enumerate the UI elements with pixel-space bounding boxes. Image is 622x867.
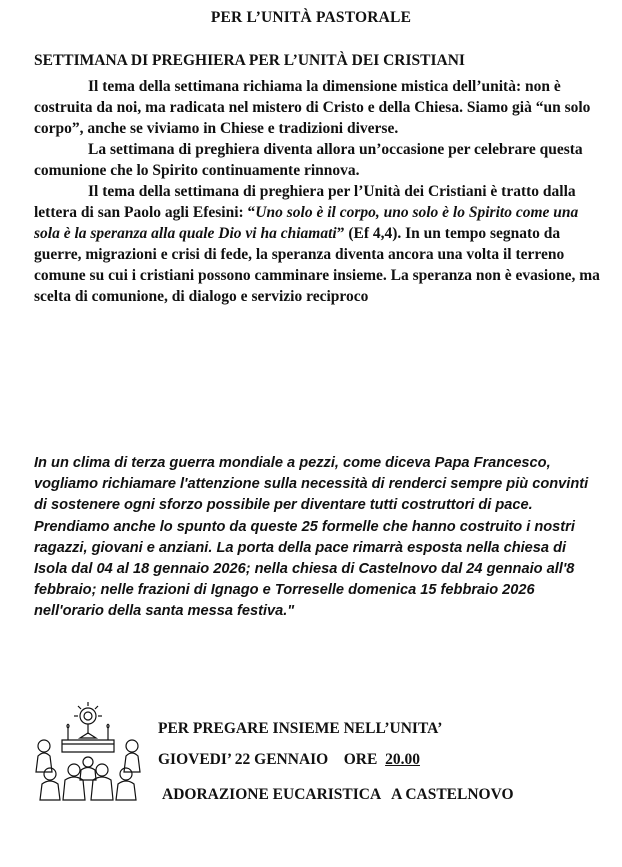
- event-title: PER PREGARE INSIEME NELL’UNITA’: [158, 720, 443, 737]
- event-datetime: [158, 751, 420, 769]
- intro-paragraph-2: La settimana di preghiera diventa allora un’occasione per celebrare questa comunione che lo Spirito continuamente rinnova.: [34, 141, 583, 179]
- monstrance-icon: [74, 702, 102, 738]
- intro-body: [34, 76, 604, 307]
- section-heading: SETTIMANA DI PREGHIERA PER L’UNITÀ DEI CRISTIANI: [34, 52, 465, 69]
- bible-quote: Uno solo è il corpo, uno solo è lo Spirito come una sola è la speranza alla quale Dio vi ha chiamati: [34, 204, 579, 242]
- event-time-label: ORE: [343, 751, 378, 768]
- intro-paragraph-1: Il tema della settimana richiama la dimensione mistica dell’unità: non è costruita da noi, ma radicata nel mistero di Cristo e della Chiesa. Siamo già “un solo corpo”, anche se viviamo in Chiese e tradizioni diverse.: [34, 78, 591, 137]
- event-description: ADORAZIONE EUCARISTICA A CASTELNOVO: [162, 786, 514, 803]
- intro-p3-tail: ” (Ef 4,4). In un tempo segnato da guerre, migrazioni e crisi di fede, la speranza diventa ancora una volta il terreno comune su cui i cristiani possono camminare insieme. La speranza non è evasione, ma scelta di comunione, di dialogo e servizio reciproco: [34, 225, 600, 305]
- peace-door-notice: [34, 453, 589, 623]
- intro-paragraph-3: [34, 181, 604, 307]
- event-date: GIOVEDI’ 22 GENNAIO: [158, 751, 329, 768]
- event-time: 20.00: [385, 751, 420, 768]
- peace-text: In un clima di terza guerra mondiale a pezzi, come diceva Papa Francesco, vogliamo richiamare l'attenzione sulla necessità di renderci sempre più convinti di sostenere ogni sforzo possibile per diventare tutti costruttori di pace. Prendiamo anche lo spunto da queste 25 formelle che hanno costruito i nostri ragazzi, giovani e anziani. La porta della pace rimarrà esposta nella chiesa di Isola dal 04 al 18 gennaio 2026; nella chiesa di Castelnovo dal 24 gennaio all'8 febbraio; nelle frazioni di Ignago e Torreselle domenica 15 febbraio 2026 nell'orario della santa messa festiva.": [34, 455, 589, 620]
- page-title: PER L’UNITÀ PASTORALE: [210, 9, 412, 26]
- intro-p3-lead: Il tema della settimana di preghiera per l’Unità dei Cristiani è tratto dalla lettera di san Paolo agli Efesini: “: [34, 183, 576, 221]
- praying-people-icon: [36, 740, 140, 800]
- adoration-illustration: [34, 700, 142, 806]
